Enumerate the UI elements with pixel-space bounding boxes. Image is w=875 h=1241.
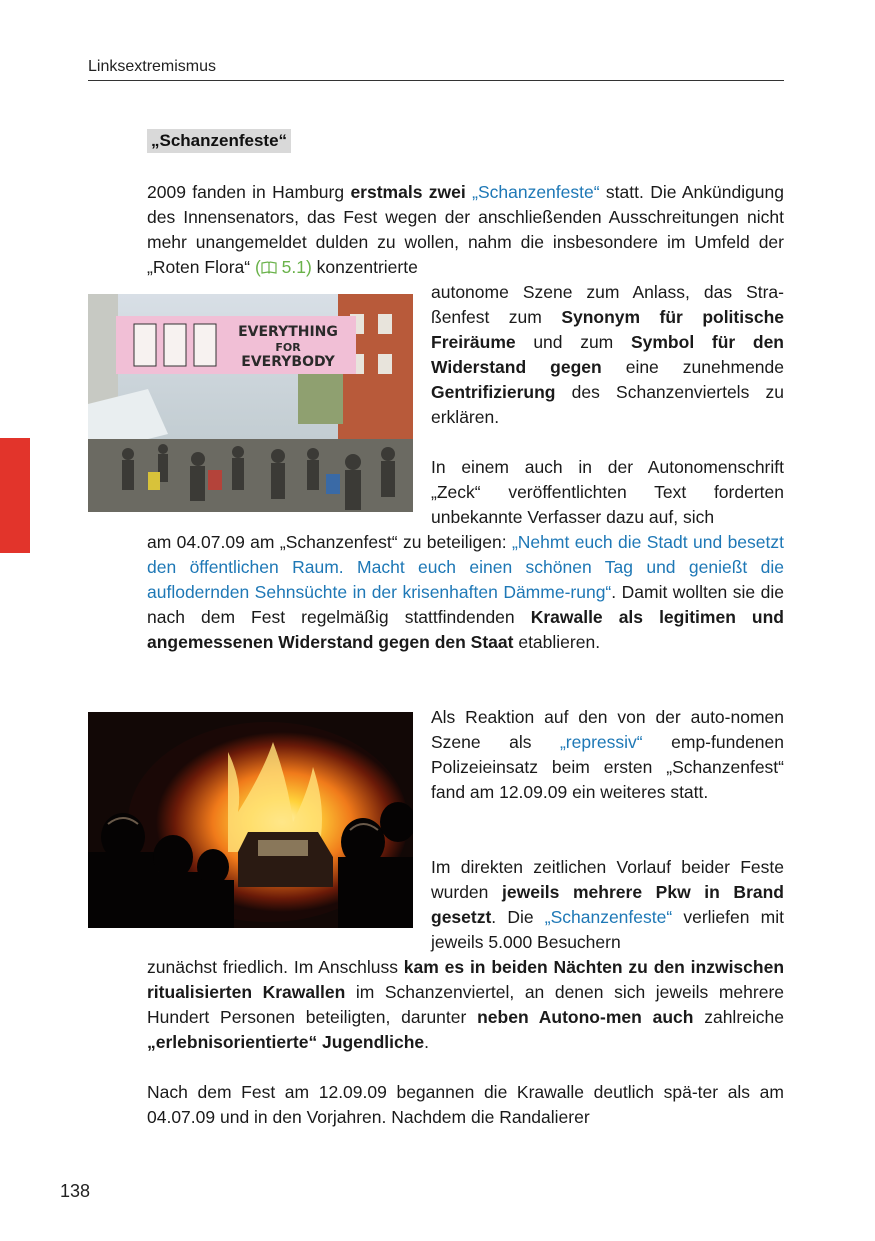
- text-span: zahlreiche: [693, 1007, 784, 1027]
- ref-number: 5.1): [281, 257, 312, 277]
- highlight-term: „repressiv“: [559, 732, 643, 752]
- bold-span: erstmals zwei: [350, 182, 466, 202]
- text-span: .: [424, 1032, 430, 1052]
- text-span: im Schanzenviertel, an denen sich jeweils mehrere Hundert Personen beteiligten, darunter: [147, 982, 784, 1027]
- bold-span: Krawalle als legitimen und angemessenen Widerstand gegen den Staat: [147, 607, 784, 652]
- banner-line-3: EVERYBODY: [241, 354, 335, 370]
- running-title: Linksextremismus: [88, 58, 217, 75]
- bold-span: kam es in beiden Nächten zu den inzwischen ritualisierten Krawallen: [147, 957, 785, 1002]
- text-span: . Die: [491, 907, 545, 927]
- bold-span: neben Autono-men auch: [477, 1007, 694, 1027]
- highlight-quote: „Nehmt euch die Stadt und besetzt den öffentlichen Raum. Macht euch einen schönen Tag und genießt die auflodernden Sehnsüchte in der krisenhaften Dämme-rung“: [147, 532, 784, 602]
- paragraph-2-intro: [431, 455, 784, 530]
- cross-reference-link[interactable]: [255, 257, 312, 277]
- bold-span: jeweils mehrere Pkw in Brand gesetzt: [431, 882, 784, 927]
- paragraph-2-quote: [147, 530, 784, 655]
- text-span: des Schanzenviertels zu erklären.: [431, 382, 784, 427]
- ref-paren: (: [254, 257, 261, 277]
- bold-span: Symbol für den Widerstand gegen: [431, 332, 784, 377]
- riot-scene-illustration: [88, 712, 413, 928]
- bold-span: „erlebnisorientierte“ Jugendliche: [147, 1032, 425, 1052]
- text-span: und zum: [515, 332, 631, 352]
- street-festival-photo: [88, 294, 413, 512]
- text-span: In einem auch in der Autonomenschrift „Zeck“ veröffentlichten Text forderten unbekannte Verfasser dazu auf, sich: [431, 457, 784, 527]
- burning-car-photo: [88, 712, 413, 928]
- banner-line-2: FOR: [275, 341, 301, 354]
- chapter-color-tab: [0, 438, 30, 553]
- text-span: Nach dem Fest am 12.09.09 begannen die Krawalle deutlich spä-ter als am 04.07.09 und in den Vorjahren. Nachdem die Randalierer: [147, 1082, 784, 1127]
- text-span: Im direkten zeitlichen Vorlauf beider Feste wurden: [431, 857, 784, 902]
- running-header: [88, 58, 784, 81]
- text-span: 2009 fanden in Hamburg: [147, 182, 351, 202]
- paragraph-1-continued: [431, 280, 784, 430]
- paragraph-4-continued: [147, 955, 784, 1055]
- text-span: zunächst friedlich. Im Anschluss: [147, 957, 404, 977]
- paragraph-5: [147, 1080, 784, 1130]
- text-span: . Damit wollten sie die nach dem Fest regelmäßig stattfindenden: [147, 582, 784, 627]
- street-festival-illustration: [88, 294, 413, 512]
- text-span: emp-fundenen Polizeieinsatz beim ersten „Schanzenfest“ fand am 12.09.09 ein weiteres statt.: [431, 732, 784, 802]
- banner-line-1: EVERYTHING: [238, 324, 338, 340]
- book-icon: [261, 261, 277, 274]
- text-span: eine zunehmende: [601, 357, 784, 377]
- text-span: etablieren.: [513, 632, 601, 652]
- text-span: konzentrierte: [311, 257, 418, 277]
- paragraph-1-intro: [147, 180, 784, 280]
- page-number: 138: [60, 1181, 91, 1201]
- section-title: „Schanzenfeste“: [147, 129, 291, 153]
- text-span: Als Reaktion auf den von der auto-nomen Szene als: [431, 707, 784, 752]
- bold-span: Gentrifizierung: [431, 382, 556, 402]
- text-span: autonome Szene zum Anlass, das Stra-ßenfest zum: [431, 282, 784, 327]
- bold-span: Synonym für politische Freiräume: [431, 307, 784, 352]
- highlight-term: „Schanzenfeste“: [544, 907, 673, 927]
- text-span: statt. Die Ankündigung des Innensenators, das Fest wegen der anschließenden Ausschreitungen nicht mehr unangemeldet dulden zu wollen, nahm die insbesondere im Umfeld der „Roten Flora“: [147, 182, 785, 277]
- text-span: verliefen mit jeweils 5.000 Besuchern: [431, 907, 784, 952]
- paragraph-3: [431, 705, 784, 805]
- highlight-term: „Schanzenfeste“: [472, 182, 600, 202]
- text-span: am 04.07.09 am „Schanzenfest“ zu beteiligen:: [147, 532, 512, 552]
- paragraph-4-intro: [431, 855, 784, 955]
